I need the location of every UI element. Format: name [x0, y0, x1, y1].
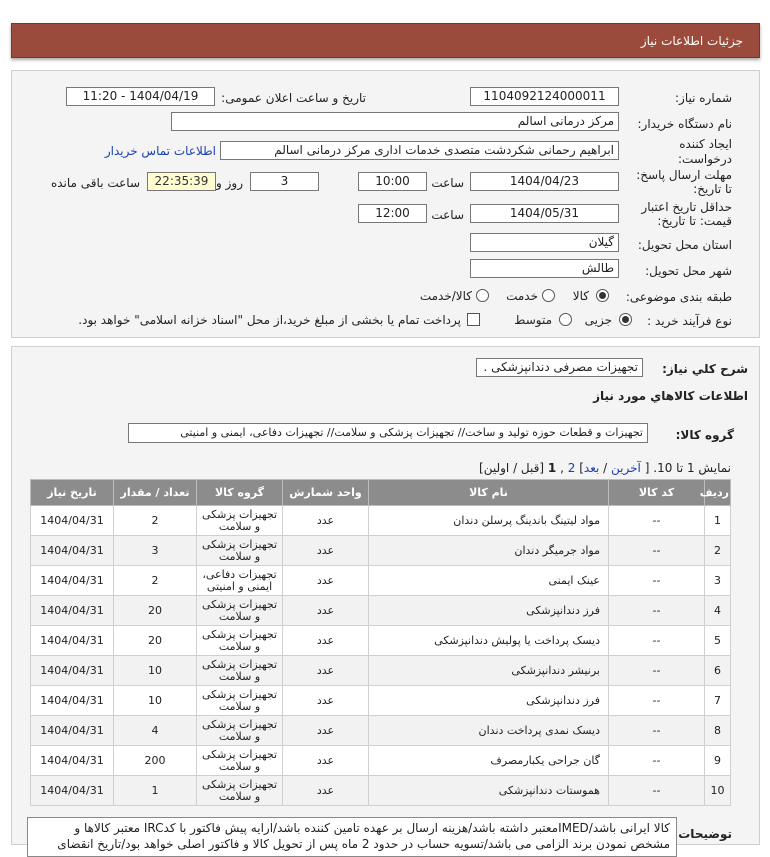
cell-quantity: 2	[114, 506, 197, 536]
pagination-open-bracket: [	[644, 461, 650, 475]
need-number-field[interactable]: 1104092124000011	[470, 87, 619, 106]
days-remaining-field[interactable]: 3	[250, 172, 319, 191]
city-label: شهر محل تحویل:	[645, 264, 732, 278]
cell-quantity: 20	[114, 596, 197, 626]
cell-name: گان جراحی یکبارمصرف	[369, 746, 609, 776]
cell-unit: عدد	[283, 506, 369, 536]
pagination-comma: ,	[560, 461, 564, 475]
validity-label-line1: حداقل تاریخ اعتبار	[641, 200, 732, 214]
pagination-page-1: 1	[547, 461, 557, 475]
cell-row-number: 6	[705, 656, 731, 686]
category-goods-radio[interactable]	[596, 289, 609, 302]
cell-group: تجهیزات پزشکی و سلامت	[197, 626, 283, 656]
cell-quantity: 200	[114, 746, 197, 776]
province-label: استان محل تحویل:	[637, 238, 732, 252]
cell-unit: عدد	[283, 776, 369, 806]
category-service-radio[interactable]	[542, 289, 555, 302]
validity-label-line2: قیمت: تا تاریخ:	[657, 214, 732, 228]
col-header-quantity[interactable]: تعداد / مقدار	[114, 480, 197, 506]
cell-quantity: 1	[114, 776, 197, 806]
cell-row-number: 7	[705, 686, 731, 716]
category-goods-service-label: کالا/خدمت	[419, 289, 472, 303]
pagination-separator: /	[603, 461, 608, 475]
cell-code: --	[609, 506, 705, 536]
cell-group: تجهیزات پزشکی و سلامت	[197, 536, 283, 566]
cell-name: دیسک پرداخت یا پولیش دندانپزشکی	[369, 626, 609, 656]
creator-label-line1: ایجاد کننده	[679, 137, 732, 151]
table-row[interactable]	[31, 506, 731, 536]
buyer-label: نام دستگاه خریدار:	[637, 117, 732, 131]
cell-quantity: 10	[114, 656, 197, 686]
cell-name: فرز دندانپزشکی	[369, 596, 609, 626]
treasury-payment-text: پرداخت تمام یا بخشی از مبلغ خرید،از محل "اسناد خزانه اسلامی" خواهد بود.	[78, 313, 461, 327]
cell-group: تجهیزات پزشکی و سلامت	[197, 716, 283, 746]
category-service-label: خدمت	[506, 289, 538, 303]
days-label: روز و	[216, 176, 243, 190]
cell-date: 1404/04/31	[31, 536, 114, 566]
col-header-code[interactable]: کد کالا	[609, 480, 705, 506]
table-row[interactable]	[31, 746, 731, 776]
table-row[interactable]	[31, 716, 731, 746]
pagination-next-link[interactable]: بعد	[583, 461, 600, 475]
cell-group: تجهیزات پزشکی و سلامت	[197, 506, 283, 536]
goods-table	[30, 479, 731, 806]
cell-quantity: 3	[114, 536, 197, 566]
cell-date: 1404/04/31	[31, 716, 114, 746]
cell-code: --	[609, 746, 705, 776]
cell-unit: عدد	[283, 566, 369, 596]
buyer-field[interactable]: مرکز درمانی اسالم	[171, 112, 619, 131]
announce-label: تاریخ و ساعت اعلان عمومی:	[221, 91, 366, 105]
col-header-row-number[interactable]: ردیف	[705, 480, 731, 506]
cell-code: --	[609, 566, 705, 596]
col-header-name[interactable]: نام کالا	[369, 480, 609, 506]
cell-quantity: 4	[114, 716, 197, 746]
announce-datetime-field[interactable]: 1404/04/19 - 11:20	[66, 87, 215, 106]
cell-quantity: 2	[114, 566, 197, 596]
table-row[interactable]	[31, 686, 731, 716]
pagination-prev-first: [قبل / اولین]	[479, 461, 545, 475]
cell-date: 1404/04/31	[31, 506, 114, 536]
validity-date-field[interactable]: 1404/05/31	[470, 204, 619, 223]
col-header-group[interactable]: گروه کالا	[197, 480, 283, 506]
cell-row-number: 3	[705, 566, 731, 596]
notes-label: توضیحات	[678, 827, 732, 841]
treasury-payment-checkbox[interactable]	[467, 313, 480, 326]
cell-date: 1404/04/31	[31, 566, 114, 596]
creator-field[interactable]: ابراهیم رحمانی شکردشت متصدی خدمات اداری مرکز درمانی اسالم	[220, 141, 619, 160]
cell-name: مواد جرمیگر دندان	[369, 536, 609, 566]
cell-group: تجهیزات پزشکی و سلامت	[197, 596, 283, 626]
cell-name: هموستات دندانپزشکی	[369, 776, 609, 806]
pagination-page-2[interactable]: 2	[567, 461, 576, 475]
cell-date: 1404/04/31	[31, 686, 114, 716]
table-row[interactable]	[31, 626, 731, 656]
cell-row-number: 8	[705, 716, 731, 746]
cell-name: برنیشر دندانپزشکی	[369, 656, 609, 686]
cell-code: --	[609, 776, 705, 806]
cell-row-number: 2	[705, 536, 731, 566]
goods-info-title: اطلاعات کالاهاي مورد نياز	[593, 389, 748, 403]
process-medium-label: متوسط	[514, 313, 552, 327]
cell-unit: عدد	[283, 716, 369, 746]
cell-group: تجهیزات دفاعی، ایمنی و امنیتی	[197, 566, 283, 596]
cell-name: عینک ایمنی	[369, 566, 609, 596]
table-header-row	[31, 480, 731, 506]
time-remaining-label: ساعت باقی مانده	[50, 176, 140, 190]
process-label: نوع فرآیند خرید :	[647, 314, 732, 328]
deadline-time-label: ساعت	[431, 176, 464, 190]
time-remaining-field[interactable]: 22:35:39	[147, 172, 216, 191]
cell-code: --	[609, 716, 705, 746]
goods-group-label: گروه کالا:	[675, 428, 734, 442]
page-title: جزئیات اطلاعات نیاز	[640, 34, 743, 48]
cell-date: 1404/04/31	[31, 776, 114, 806]
cell-date: 1404/04/31	[31, 596, 114, 626]
deadline-label-line2: تا تاریخ:	[693, 182, 732, 196]
table-row[interactable]	[31, 566, 731, 596]
cell-code: --	[609, 596, 705, 626]
province-field[interactable]: گیلان	[470, 233, 619, 252]
cell-code: --	[609, 626, 705, 656]
cell-name: فرز دندانپزشکی	[369, 686, 609, 716]
buyer-contact-link[interactable]: اطلاعات تماس خریدار	[104, 144, 216, 158]
col-header-date[interactable]: تاریخ نیاز	[31, 480, 114, 506]
cell-group: تجهیزات پزشکی و سلامت	[197, 746, 283, 776]
process-medium-radio[interactable]	[559, 313, 572, 326]
cell-code: --	[609, 686, 705, 716]
cell-unit: عدد	[283, 626, 369, 656]
table-row[interactable]	[31, 656, 731, 686]
table-row[interactable]	[31, 596, 731, 626]
validity-time-field[interactable]: 12:00	[358, 204, 427, 223]
pagination-last-link[interactable]: آخرین	[611, 461, 641, 475]
cell-code: --	[609, 656, 705, 686]
general-description-field[interactable]: تجهیزات مصرفی دندانپزشکی .	[476, 358, 643, 377]
cell-unit: عدد	[283, 656, 369, 686]
deadline-time-field[interactable]: 10:00	[358, 172, 427, 191]
cell-group: تجهیزات پزشکی و سلامت	[197, 776, 283, 806]
pagination-showing: نمایش 1 تا 10.	[653, 461, 731, 475]
cell-quantity: 20	[114, 626, 197, 656]
cell-row-number: 1	[705, 506, 731, 536]
cell-name: مواد لیتینگ باندینگ پرسلن دندان	[369, 506, 609, 536]
cell-code: --	[609, 536, 705, 566]
category-label: طبقه بندی موضوعی:	[625, 290, 732, 304]
validity-time-label: ساعت	[431, 208, 464, 222]
creator-label-line2: درخواست:	[678, 152, 732, 166]
need-number-label: شماره نیاز:	[675, 91, 732, 105]
cell-quantity: 10	[114, 686, 197, 716]
table-row[interactable]	[31, 536, 731, 566]
deadline-date-field[interactable]: 1404/04/23	[470, 172, 619, 191]
cell-date: 1404/04/31	[31, 746, 114, 776]
cell-row-number: 9	[705, 746, 731, 776]
general-description-label: شرح کلي نياز:	[662, 362, 748, 376]
table-row[interactable]	[31, 776, 731, 806]
cell-group: تجهیزات پزشکی و سلامت	[197, 656, 283, 686]
category-goods-label: کالا	[572, 289, 589, 303]
cell-date: 1404/04/31	[31, 656, 114, 686]
col-header-unit[interactable]: واحد شمارش	[283, 480, 369, 506]
cell-row-number: 4	[705, 596, 731, 626]
cell-group: تجهیزات پزشکی و سلامت	[197, 686, 283, 716]
city-field[interactable]: طالش	[470, 259, 619, 278]
process-minor-label: جزیی	[584, 313, 612, 327]
goods-group-field[interactable]: تجهیزات و قطعات حوزه تولید و ساخت// تجهیزات پزشکی و سلامت// تجهیزات دفاعی، ایمنی و امنیتی	[128, 423, 648, 443]
deadline-label-line1: مهلت ارسال پاسخ:	[636, 168, 732, 182]
process-minor-radio[interactable]	[619, 313, 632, 326]
cell-row-number: 10	[705, 776, 731, 806]
page-header	[11, 23, 760, 58]
notes-box: کالا ایرانی باشد/IMEDمعتبر داشته باشد/هزینه ارسال بر عهده تامین کننده باشد/ارایه پیش فاکتور با کدIRC معتبر کالاها و مشخص نمودن برند الزامی می باشد/تسویه حساب در حدود 2 ماه پس از تحویل کالا و فاکتور اصلی خواهد بود/تاریخ انقضای	[27, 817, 677, 857]
cell-unit: عدد	[283, 536, 369, 566]
pagination	[479, 461, 731, 475]
cell-row-number: 5	[705, 626, 731, 656]
cell-unit: عدد	[283, 596, 369, 626]
pagination-close-bracket: ]	[579, 461, 584, 475]
cell-unit: عدد	[283, 746, 369, 776]
category-goods-service-radio[interactable]	[476, 289, 489, 302]
cell-date: 1404/04/31	[31, 626, 114, 656]
cell-name: دیسک نمدی پرداخت دندان	[369, 716, 609, 746]
cell-unit: عدد	[283, 686, 369, 716]
